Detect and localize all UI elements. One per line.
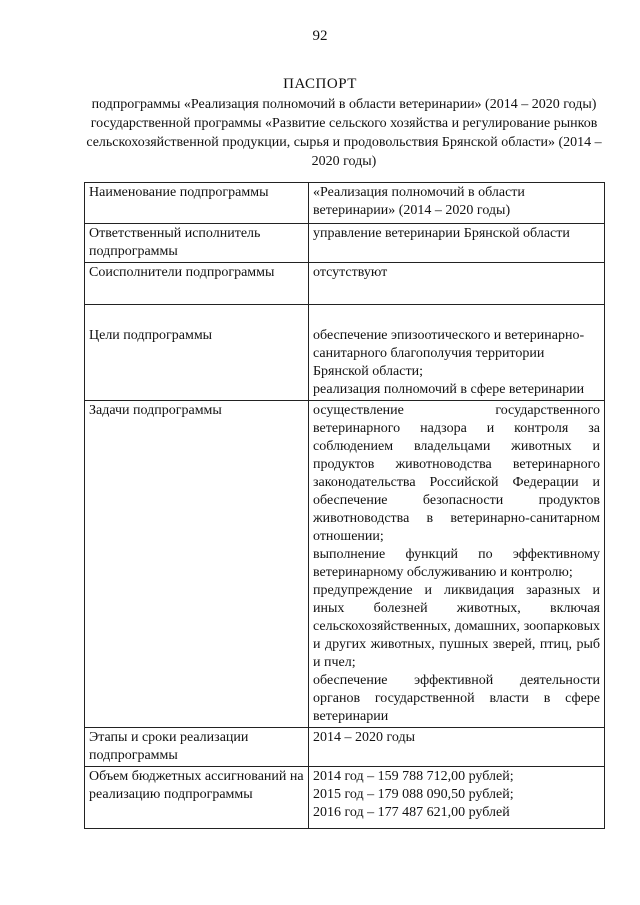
document-title: ПАСПОРТ — [283, 76, 357, 92]
page-number: 92 — [312, 28, 328, 44]
row-label: Наименование подпрограммы — [85, 183, 309, 224]
row-value — [309, 224, 605, 263]
table-row — [85, 263, 605, 305]
row-label: Ответственный исполнитель подпрограммы — [85, 224, 309, 263]
table-row — [85, 767, 605, 829]
row-value — [309, 263, 605, 305]
document-subtitle: подпрограммы «Реализация полномочий в области ветеринарии» (2014 – 2020 годы) государственной программы «Развитие сельского хозяйства и регулирование рынков сельскохозяйственной продукции, сырья и продовольствия Брянской области» (2014 – 2020 годы) — [86, 97, 602, 169]
table-row — [85, 401, 605, 728]
row-value — [309, 728, 605, 767]
row-value-line: управление ветеринарии Брянской области — [313, 226, 570, 241]
table-row — [85, 224, 605, 263]
table-row — [85, 305, 605, 401]
row-value-line: выполнение функций по эффективному ветеринарному обслуживанию и контролю; — [313, 547, 600, 580]
row-value — [309, 183, 605, 224]
row-value-line: 2015 год – 179 088 090,50 рублей; — [313, 787, 514, 802]
row-label: Цели подпрограммы — [85, 305, 309, 401]
row-value — [309, 305, 605, 401]
row-value-line: «Реализация полномочий в области ветеринарии» (2014 – 2020 годы) — [313, 185, 525, 218]
row-value-line: предупреждение и ликвидация заразных и иных болезней животных, включая сельскохозяйственных, домашних, зоопарковых и других животных, пушных зверей, птиц, рыб и пчел; — [313, 583, 600, 670]
row-value-line: 2014 год – 159 788 712,00 рублей; — [313, 769, 514, 784]
row-label: Соисполнители подпрограммы — [85, 263, 309, 305]
row-value-line: обеспечение эффективной деятельности органов государственной власти в сфере ветеринарии — [313, 673, 600, 724]
row-value-line: 2014 – 2020 годы — [313, 730, 416, 745]
passport-table — [84, 182, 605, 829]
row-label: Этапы и сроки реализации подпрограммы — [85, 728, 309, 767]
row-label: Задачи подпрограммы — [85, 401, 309, 728]
row-value-line: реализация полномочий в сфере ветеринарии — [313, 382, 585, 397]
row-value-line: 2016 год – 177 487 621,00 рублей — [313, 805, 510, 820]
row-value-line: осуществление государственного ветеринарного надзора и контроля за соблюдением владельцами животных и продуктов животноводства ветеринарного законодательства Российской Федерации и обеспечение безопасности продуктов животноводства в ветеринарно-санитарном отношении; — [313, 403, 600, 544]
row-label: Объем бюджетных ассигнований на реализацию подпрограммы — [85, 767, 309, 829]
table-row — [85, 183, 605, 224]
table-row — [85, 728, 605, 767]
row-value — [309, 401, 605, 728]
row-value-line: отсутствуют — [313, 265, 388, 280]
row-value-line: обеспечение эпизоотического и ветеринарно-санитарного благополучия территории Брянской области; — [313, 328, 585, 379]
row-value — [309, 767, 605, 829]
